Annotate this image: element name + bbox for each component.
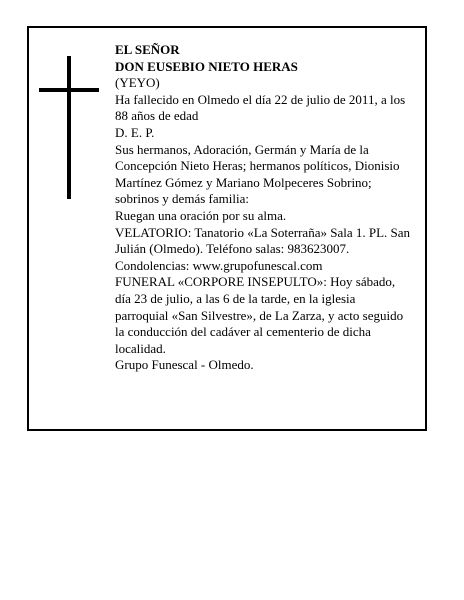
cross-vertical-bar xyxy=(67,56,71,199)
funeral-line-1: FUNERAL «CORPORE INSEPULTO»: Hoy sábado, xyxy=(115,274,396,290)
condolences-line: Condolencias: www.grupofunescal.com xyxy=(115,257,323,273)
funeral-line-3: parroquial «San Silvestre», de La Zarza, y acto seguido xyxy=(115,307,404,323)
wake-line-1: VELATORIO: Tanatorio «La Soterraña» Sala 1. PL. San xyxy=(115,224,411,240)
family-line-2: Concepción Nieto Heras; hermanos políticos, Dionisio xyxy=(115,158,400,174)
family-line-3: Martínez Gómez y Mariano Molpeceres Sobrino; xyxy=(115,174,372,190)
cross-horizontal-bar xyxy=(39,88,99,92)
rest-in-peace: D. E. P. xyxy=(115,124,155,140)
prayer-request: Ruegan una oración por su alma. xyxy=(115,207,287,223)
funeral-home-signature: Grupo Funescal - Olmedo. xyxy=(115,357,254,373)
death-announcement-line-1: Ha fallecido en Olmedo el día 22 de julio de 2011, a los xyxy=(115,91,406,107)
family-line-4: sobrinos y demás familia: xyxy=(115,191,249,207)
deceased-title: EL SEÑOR xyxy=(115,42,180,57)
wake-line-2: Julián (Olmedo). Teléfono salas: 983623007. xyxy=(115,241,350,257)
family-line-1: Sus hermanos, Adoración, Germán y María de la xyxy=(115,141,369,157)
latin-cross-icon xyxy=(39,56,99,199)
death-announcement-line-2: 88 años de edad xyxy=(115,108,199,124)
deceased-nickname: (YEYO) xyxy=(115,75,160,91)
notice-text xyxy=(115,42,427,374)
obituary-notice xyxy=(27,26,427,431)
funeral-line-4: la conducción del cadáver al cementerio de dicha xyxy=(115,324,371,340)
funeral-line-5: localidad. xyxy=(115,340,166,356)
deceased-name: DON EUSEBIO NIETO HERAS xyxy=(115,58,298,74)
funeral-line-2: día 23 de julio, a las 6 de la tarde, en la iglesia xyxy=(115,290,356,306)
